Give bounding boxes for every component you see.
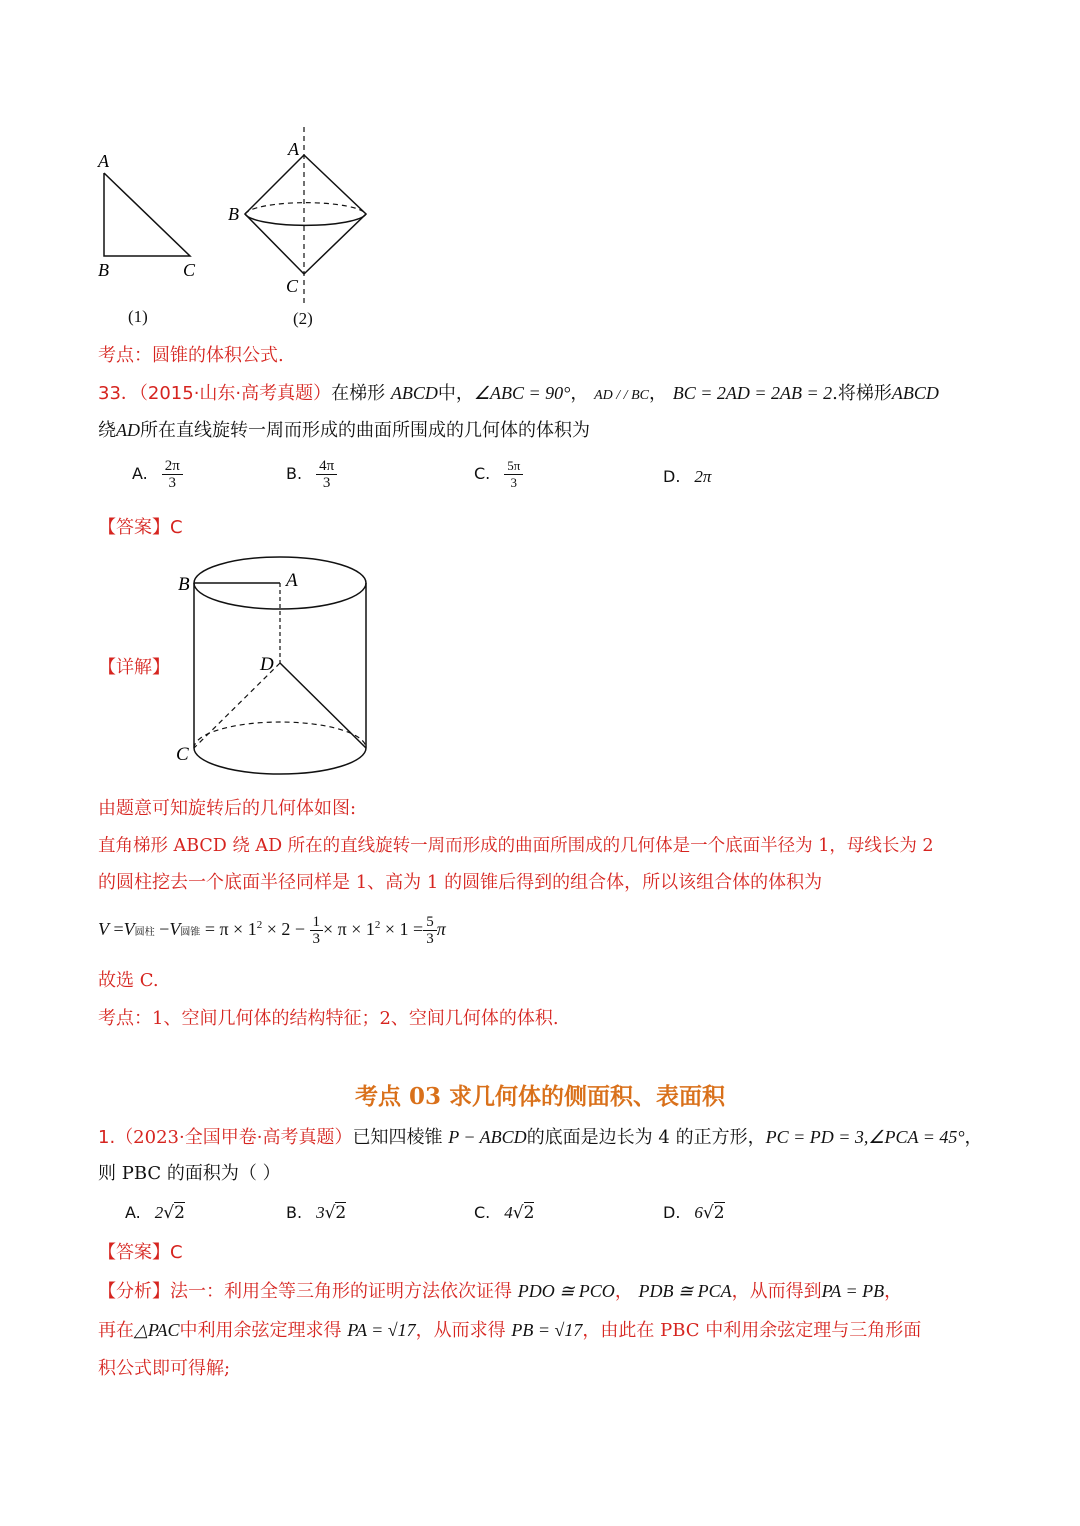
fig2-caption: (2) [293, 309, 313, 328]
q1-line-2: 则 PBC 的面积为（ ） [98, 1163, 281, 1184]
q33-text: .将梯形 [832, 383, 892, 404]
q1-analysis-line-1 [98, 1279, 902, 1304]
q33-source: （2015·山东·高考真题） [138, 383, 332, 404]
option-coef: 6 [694, 1203, 703, 1222]
fig2-label-a: A [288, 139, 299, 159]
fig3-label-b: B [178, 574, 190, 595]
option-radicand: 2 [174, 1203, 185, 1223]
option-coef: 4 [504, 1203, 513, 1222]
fig1-label-c: C [183, 260, 196, 280]
q33-math: BC = 2AD = 2AB = 2 [672, 383, 833, 403]
analysis-math: PA = √17 [347, 1320, 416, 1340]
previous-kaodian: 考点：圆锥的体积公式. [98, 345, 284, 366]
analysis-math: PDO ≅ PCO [517, 1281, 615, 1301]
q33-math: ∠ABC = 90° [473, 383, 571, 403]
answer-value: C [170, 517, 183, 538]
fig3-label-d: D [260, 654, 274, 675]
q33-text: ， [570, 383, 589, 404]
option-label: A. [132, 464, 148, 483]
fig3-label-a: A [286, 570, 298, 591]
q33-answer [98, 516, 183, 540]
q1-option-c[interactable] [474, 1203, 534, 1223]
option-coef: 2 [154, 1203, 164, 1222]
q33-text: 绕 [98, 420, 116, 441]
analysis-text: ，由此在 PBC 中利用余弦定理与三角形面 [582, 1320, 922, 1341]
answer-tag: 【答案】 [98, 517, 170, 538]
q33-text: ， [648, 383, 667, 404]
q33-option-b[interactable] [286, 458, 337, 491]
q33-choose: 故选 C. [98, 970, 159, 991]
option-radicand: 2 [335, 1203, 347, 1223]
analysis-text: ，从而得到 [731, 1281, 822, 1302]
fig2-label-c: C [286, 276, 299, 296]
q33-option-c[interactable] [474, 458, 523, 491]
q33-explanation-3: 的圆柱挖去一个底面半径同样是 1、高为 1 的圆锥后得到的组合体，所以该组合体的体积为 [98, 872, 823, 893]
option-label: D. [663, 467, 681, 486]
q33-math: AD / / BC [594, 388, 649, 403]
option-radicand: 2 [713, 1203, 725, 1223]
q33-detail-tag: 【详解】 [98, 657, 170, 678]
analysis-text: ，从而求得 [415, 1320, 506, 1341]
fig1-label-b: B [98, 260, 109, 280]
q1-math: PC = PD = 3,∠PCA = 45° [765, 1127, 965, 1147]
sqrt-sign: √ [324, 1203, 336, 1223]
analysis-text: ， [614, 1281, 633, 1302]
analysis-math: △PAC [134, 1320, 180, 1340]
figure-1-triangle [90, 145, 210, 335]
sqrt-sign: √ [702, 1203, 714, 1223]
fig3-label-c: C [176, 744, 189, 765]
q33-text: 在梯形 [331, 383, 386, 404]
q1-math: P − ABCD [448, 1127, 527, 1147]
q1-option-a[interactable] [125, 1203, 185, 1223]
section-heading: 考点 03 求几何体的侧面积、表面积 [354, 1083, 726, 1110]
sqrt-sign: √ [512, 1203, 524, 1223]
option-label: A. [125, 1203, 141, 1222]
option-value: 2π [694, 467, 712, 486]
q1-text: ， [964, 1127, 983, 1148]
q1-text: 已知四棱锥 [352, 1127, 443, 1148]
q33-text: 中， [437, 383, 474, 404]
sqrt-sign: √ [163, 1203, 175, 1223]
analysis-math: PA = PB [821, 1281, 885, 1301]
q33-explanation-2: 直角梯形 ABCD 绕 AD 所在的直线旋转一周而形成的曲面所围成的几何体是一个底面半径为 1，母线长为 2 [98, 836, 934, 856]
q1-number: 1. [98, 1127, 116, 1148]
fig2-label-b: B [228, 204, 239, 224]
q33-option-d[interactable] [663, 467, 711, 487]
q1-option-b[interactable] [286, 1203, 346, 1223]
analysis-tag: 【分析】 [98, 1281, 170, 1302]
q33-kaodian: 考点：1、空间几何体的结构特征；2、空间几何体的体积. [98, 1008, 559, 1029]
option-fraction: $\frac{2\pi}{3}$ [162, 458, 183, 491]
figure-3-cylinder [170, 550, 380, 785]
analysis-text: 再在 [98, 1320, 134, 1341]
option-coef: 3 [316, 1203, 325, 1222]
option-label: D. [663, 1203, 681, 1222]
answer-value: C [170, 1242, 183, 1263]
q33-line-2 [98, 418, 590, 443]
q33-line-1 [98, 381, 939, 408]
q33-option-a[interactable] [132, 458, 183, 491]
fig1-caption: (1) [128, 307, 148, 326]
option-fraction: $\frac{4\pi}{3}$ [316, 458, 337, 491]
option-label: C. [474, 1203, 491, 1222]
q33-number: 33． [98, 383, 139, 404]
fig1-label-a: A [98, 151, 109, 171]
q1-source: （2023·全国甲卷·高考真题） [115, 1127, 353, 1148]
figure-2-double-cone [220, 125, 380, 310]
option-label: B. [286, 464, 303, 483]
analysis-math: PB = √17 [511, 1320, 583, 1340]
analysis-text: ， [884, 1281, 903, 1302]
q33-text: 所在直线旋转一周而形成的曲面所围成的几何体的体积为 [140, 420, 590, 441]
q33-math: AD [116, 420, 140, 440]
q33-explanation-1: 由题意可知旋转后的几何体如图: [98, 798, 357, 819]
q1-option-d[interactable] [663, 1203, 725, 1223]
option-radicand: 2 [523, 1203, 535, 1223]
q1-line-1 [98, 1125, 983, 1150]
analysis-math: PDB ≅ PCA [638, 1281, 732, 1301]
option-label: C. [474, 464, 491, 483]
option-label: B. [286, 1203, 303, 1222]
q1-text: 的底面是边长为 4 的正方形， [526, 1127, 766, 1148]
analysis-text: 中利用余弦定理求得 [179, 1320, 342, 1341]
q33-formula: V =V圆柱 −V圆锥 = $\pi \times 1^2 \times 2$ − $\frac{1}{3}$ × $\pi \times 1^2 \times 1$ = $\frac{5}{3}$ π [98, 914, 446, 948]
q1-analysis-line-3: 积公式即可得解; [98, 1358, 231, 1379]
q33-math: ABCD [891, 383, 939, 403]
answer-tag: 【答案】 [98, 1242, 170, 1263]
q1-answer [98, 1241, 183, 1265]
q1-analysis-line-2 [98, 1318, 921, 1343]
analysis-text: 法一：利用全等三角形的证明方法依次证得 [170, 1281, 512, 1302]
q33-math: ABCD [390, 383, 438, 403]
option-fraction: $\frac{5\pi}{3}$ [504, 458, 523, 491]
